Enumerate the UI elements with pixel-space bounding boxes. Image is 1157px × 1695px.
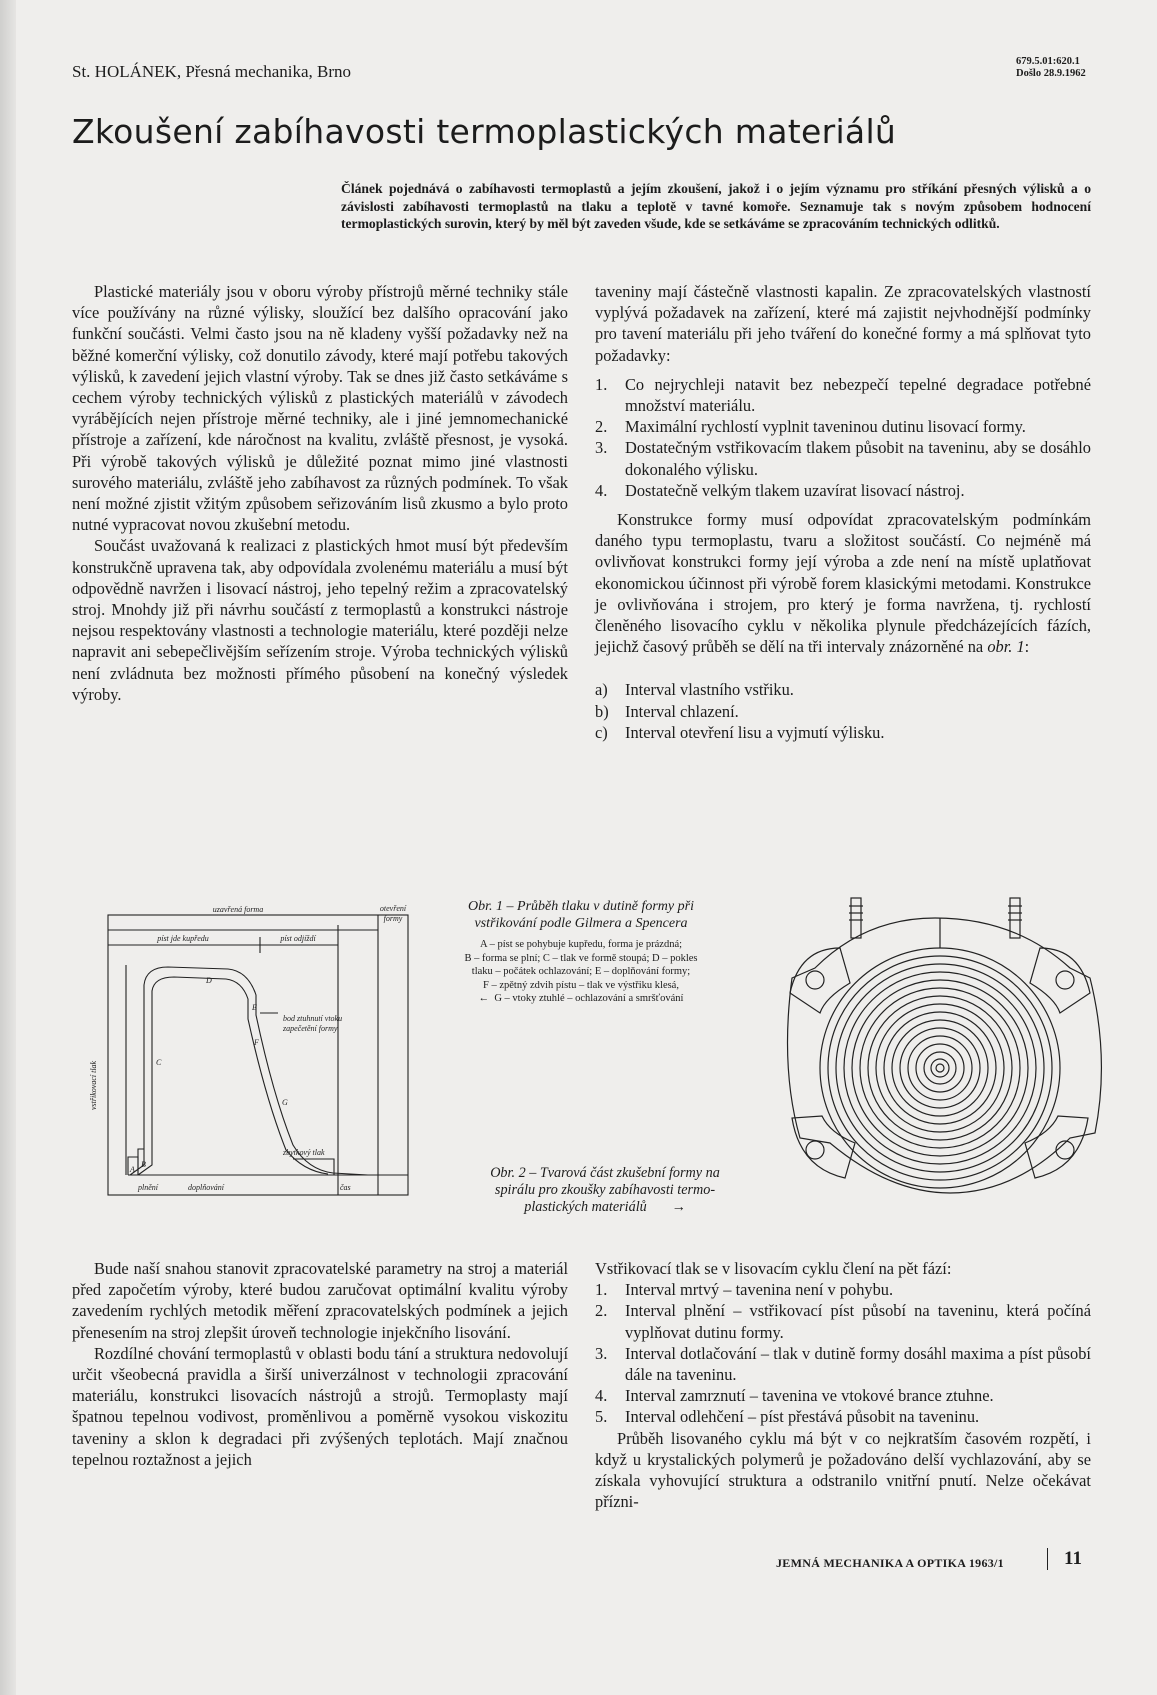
label-filling: plnění (138, 1183, 158, 1192)
list-item: 3. Interval dotlačování – tlak v dutině formy dosáhl maxima a píst působí dále na taveninu. (595, 1343, 1091, 1385)
paragraph: Konstrukce formy musí odpovídat zpracovatelským podmínkám daného typu termoplastu, tvaru a složitost součástí. Co nejméně má ovlivňovat konstrukci formy její výroba a zde není na místě uplatňovat ekonomickou účinnost při výrobě forem klasickými metodami. Konstrukce je ovlivňována i strojem, pro který je forma navržena, tj. rychlostí členěného lisovacího cyklu v několika plynule předcházejících fázích, jejichž časový průběh se dělí na tři intervaly znázorněné na obr. 1: (595, 510, 1091, 657)
journal-footer: JEMNÁ MECHANIKA A OPTIKA 1963/1 (776, 1556, 1004, 1570)
figure-1-caption (412, 898, 750, 932)
paragraph: Bude naší snahou stanovit zpracovatelské parametry na stroj a materiál před započetím výroby, které budou zaručovat optimální kvalitu výroby zavedením rychlých metodik měření zpracovatelských podmínek a jejich přenesením na stroj zlepšit úroveň technologie injekčního lisování. (72, 1259, 568, 1342)
footer-divider (1047, 1548, 1048, 1570)
curve-label-D: D (206, 976, 212, 985)
arrow-left-icon: ← (478, 993, 490, 1004)
list-item: c) Interval otevření lisu a vyjmutí výlisku. (595, 722, 885, 742)
curve-label-E: E (252, 1003, 257, 1012)
legend-line: ← G – vtoky ztuhlé – ochlazování a smršťování (478, 993, 684, 1004)
curve-label-F: F (254, 1038, 259, 1047)
label-open-mold: formy (383, 914, 403, 923)
bolt-hole (806, 1141, 824, 1159)
page-number: 11 (1064, 1548, 1082, 1569)
paragraph: Průběh lisovaného cyklu má být v co nejkratším časovém rozpětí, i když u krystalických polymerů je požadováno delší vychlazování, aby se získala vyhovující struktura a odstranilo vnitřní pnutí. Nelze očekávat přízni- (595, 1428, 1091, 1512)
label-piston-back: píst odjíždí (280, 934, 316, 943)
paragraph: Rozdílné chování termoplastů v oblasti bodu tání a struktura nedovolují určit všeobecná pravidla a širší univerzálnost v technologii zpracování materiálu, konstrukci lisovacích nástrojů a strojů. Termoplasty mají špatnou tepelnou vodivost, proměnlivou a poměrně vysokou viskozitu taveniny a sklon k degradaci při zvýšených teplotách. Mají značnou tepelnou roztažnost a jejich (72, 1343, 568, 1469)
page-edge (0, 0, 16, 1695)
list-item: 2. Maximální rychlostí vyplnit taveninou dutinu lisovací formy. (595, 417, 1026, 437)
diagram-frame (108, 915, 408, 1195)
caption-line: spirálu pro zkoušky zabíhavosti termo- (494, 1182, 716, 1198)
bolt-hole (1056, 1141, 1074, 1159)
list-item: a) Interval vlastního vstřiku. (595, 680, 794, 700)
list-item: 5. Interval odlehčení – píst přestává působit na taveninu. (595, 1407, 980, 1427)
caption-line: Obr. 1 – Průběh tlaku v dutině formy při (468, 899, 694, 914)
curve-label-A: A (130, 1165, 135, 1174)
label-residual-pressure: zbytkový tlak (283, 1148, 325, 1157)
phases-list (595, 1279, 1091, 1427)
requirements-list (595, 374, 1091, 501)
legend-line: A – píst se pohybuje kupředu, forma je prázdná; (479, 939, 683, 950)
right-column-bottom (595, 1258, 1091, 1512)
received-date: Došlo 28.9.1962 (1016, 68, 1086, 79)
caption-line: plastických materiálů → (524, 1199, 686, 1215)
caption-line: Obr. 2 – Tvarová část zkušební formy na (490, 1165, 720, 1181)
list-item: 2. Interval plnění – vstřikovací píst působí na taveninu, která počíná vyplňovat dutinu formy. (595, 1301, 1091, 1342)
figure-1-legend (410, 938, 752, 1006)
list-item: 1. Co nejrychleji natavit bez nebezpečí tepelné degradace potřebné množství materiálu. (595, 374, 1091, 416)
paragraph: taveniny mají částečně vlastnosti kapalin. Ze zpracovatelských vlastností vyplývá požadavek na zařízení, které má zajistit nejvhodnější podmínky pro tavení materiálu při jeho tváření do konečné formy a má splňovat tyto požadavky: (595, 282, 1091, 365)
list-item: 4. Dostatečně velkým tlakem uzavírat lisovací nástroj. (595, 480, 965, 500)
figure-reference: obr. 1 (987, 637, 1025, 657)
phases-heading: Vstřikovací tlak se v lisovacím cyklu člení na pět fází: (595, 1259, 952, 1278)
article-title: Zkoušení zabíhavosti termoplastických materiálů (72, 112, 897, 151)
legend-line: tlaku – počátek ochlazování; E – doplňování formy; (471, 966, 691, 977)
label-freeze-point: zapečetění formy (283, 1024, 338, 1033)
paragraph: Součást uvažovaná k realizaci z plastických hmot musí být především konstrukčně upravena tak, aby odpovídala zvolenému materiálu a musí být odpovědně navržen i lisovací nástroj, jeho tepelný režim a zpracovatelský stroj. Mnohdy již při návrhu součástí z termoplastů a konstrukci nástroje nejsou respektovány vlastnosti a technologie materiálu, které později nelze napravit ani sebepečlivějším seřízením stroje. Výroba technických výlisků není zvládnuta bez možnosti přímého působení na konečný výsledek výroby. (72, 536, 568, 704)
caption-line: vstřikování podle Gilmera a Spencera (474, 916, 688, 931)
arrow-right-icon: → (671, 1199, 686, 1215)
left-column-bottom (72, 1258, 568, 1470)
mold-outline (788, 918, 1102, 1193)
list-item: 4. Interval zamrznutí – tavenina ve vtokové brance ztuhne. (595, 1386, 994, 1406)
label-piston-forward: píst jde kupředu (157, 934, 209, 943)
cooling-fitting (851, 898, 861, 938)
curve-label-G: G (282, 1098, 288, 1107)
legend-line: F – zpětný zdvih pístu – tlak ve výstřiku klesá, (483, 979, 679, 991)
curve-label-C: C (156, 1058, 162, 1067)
bolt-hole (1056, 971, 1074, 989)
figure-2-caption (440, 1165, 770, 1216)
reference-block (1016, 56, 1086, 80)
bolt-lug (790, 948, 850, 1013)
author-line: St. HOLÁNEK, Přesná mechanika, Brno (72, 62, 352, 81)
left-column-top (72, 281, 568, 705)
label-open-mold: otevření (379, 904, 407, 913)
intervals-list (595, 679, 1091, 743)
label-time: čas (340, 1183, 351, 1192)
figure-1-diagram (78, 895, 448, 1215)
list-item: 1. Interval mrtvý – tavenina není v pohybu. (595, 1280, 894, 1300)
udc-code: 679.5.01:620.1 (1016, 56, 1080, 67)
label-closed-mold: uzavřená forma (212, 905, 264, 914)
figure-2-drawing (770, 888, 1110, 1218)
spiral-cavity (820, 948, 1060, 1188)
curve-label-B: B (141, 1160, 146, 1169)
bolt-hole (806, 971, 824, 989)
pressure-curve-inner (138, 977, 328, 1175)
list-item: b) Interval chlazení. (595, 701, 739, 721)
label-freeze-point: bod ztuhnutí vtoku (283, 1014, 343, 1023)
abstract: Článek pojednává o zabíhavosti termoplastů a jejím zkoušení, jakož i o jejím významu pro stříkání přesných výlisků a o závislosti zabíhavosti termoplastů na tlaku a teplotě v tavné komoře. Seznamuje tak s novým způsobem hodnocení termoplastických surovin, který by měl být zaveden všude, kde se setkáváme se zpracováním technických odlitků. (341, 181, 1091, 231)
paragraph: Plastické materiály jsou v oboru výroby přístrojů měrné techniky stále více používány na různé výlisky, sloužící bez dalšího opracování jako funkční součásti. Velmi často jsou na ně kladeny vyšší požadavky než na běžné komerční výlisky, což donutilo závody, které mají potřebu takových výlisků, k zavedení jejich vlastní výroby. Tak se dnes již často setkáváme s cechem výroby technických výlisků z plastických materiálů v závodech vyrábějících nejen přístroje měrné techniky, ale i jiné jemnomechanické přístroje a zařízení, kde náročnost na kvalitu, zvláště přesnost, je vysoká. Při výrobě takových výlisků je důležité poznat mimo jiné vlastnosti surového materiálu, zvláště jeho zabíhavost za různých podmínek. To však není možné zjistit vžitým způsobem seřizováním lisů zkusmo a bylo proto nutné vypracovat novou zkušební metodu. (72, 282, 568, 535)
label-topping-up: doplňování (188, 1183, 224, 1192)
list-item: 3. Dostatečným vstřikovacím tlakem působit na taveninu, aby se dosáhlo dokonalého výlisku. (595, 438, 1091, 479)
label-injection-pressure: vstřikovací tlak (89, 1060, 98, 1110)
pressure-curve-outer (130, 967, 368, 1175)
right-column-top (595, 281, 1091, 743)
legend-line: B – forma se plní; C – tlak ve formě stoupá; D – pokles (464, 952, 698, 964)
bolt-lug (1030, 948, 1090, 1013)
